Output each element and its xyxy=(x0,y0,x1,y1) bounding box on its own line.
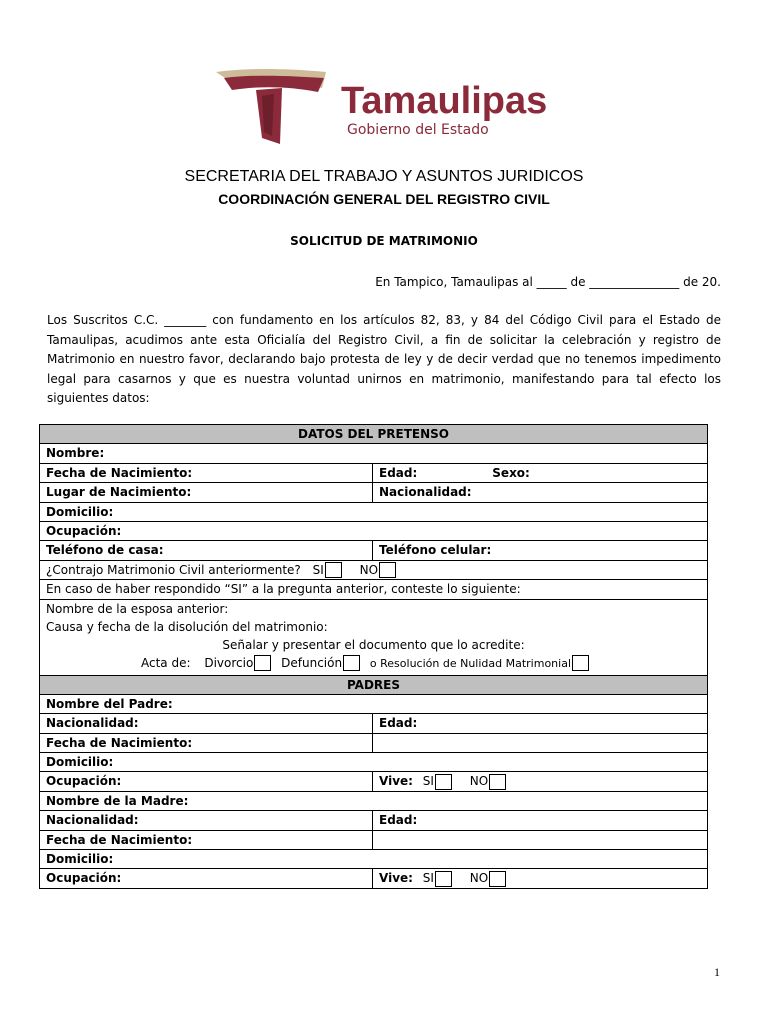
field-telefono-casa[interactable]: Teléfono de casa: xyxy=(40,541,373,560)
section-title: DATOS DEL PRETENSO xyxy=(40,425,708,444)
sexo-label: Sexo: xyxy=(492,465,530,480)
si-label: SI xyxy=(422,774,434,789)
field-madre-domicilio[interactable]: Domicilio: xyxy=(40,850,708,869)
field-causa-disolucion[interactable]: Causa y fecha de la disolución del matrimonio: xyxy=(46,619,328,634)
row-ocupacion xyxy=(40,521,708,540)
intro-paragraph: Los Suscritos C.C. _______ con fundamento en los artículos 82, 83, y 84 del Código Civil para el Estado de Tamaulipas, acudimos ante esta Oficialía del Registro Civil, a fin de solicitar la celebración y registro de Matrimonio en nuestro favor, declarando bajo protesta de ley y de decir verdad que no tenemos impedimento legal para casarnos y que es nuestra voluntad unirnos en matrimonio, manifestando para tal efecto los siguientes datos: xyxy=(47,313,721,405)
section-title-padres: PADRES xyxy=(40,675,708,694)
page-number: 1 xyxy=(714,965,720,979)
field-padre-edad[interactable]: Edad: xyxy=(373,714,708,733)
field-lugar-nacimiento[interactable]: Lugar de Nacimiento: xyxy=(40,483,373,502)
si-label: SI xyxy=(312,562,324,577)
padre-vive-si-checkbox[interactable] xyxy=(435,774,452,790)
row-nombre-padre xyxy=(40,694,708,713)
field-nacionalidad[interactable]: Nacionalidad: xyxy=(373,483,708,502)
field-ocupacion[interactable]: Ocupación: xyxy=(40,521,708,540)
field-telefono-celular[interactable]: Teléfono celular: xyxy=(373,541,708,560)
field-padre-nacionalidad[interactable]: Nacionalidad: xyxy=(40,714,373,733)
no-label: NO xyxy=(359,562,379,577)
row-madre-ocupacion xyxy=(40,869,708,888)
resolucion-checkbox[interactable] xyxy=(572,655,589,671)
logo-subtitle: Gobierno del Estado xyxy=(347,122,489,138)
field-padre-fecha-nacimiento[interactable]: Fecha de Nacimiento: xyxy=(40,733,373,752)
row-lugar-nacimiento xyxy=(40,483,708,502)
field-madre-vive xyxy=(373,869,708,888)
logo-name: Tamaulipas xyxy=(341,80,548,122)
place-date-line: En Tampico, Tamaulipas al _____ de _______________ de 20. xyxy=(375,275,721,289)
field-esposa-anterior[interactable]: Nombre de la esposa anterior: xyxy=(46,601,229,616)
contrajo-si-checkbox[interactable] xyxy=(325,562,342,578)
field-nombre-madre[interactable]: Nombre de la Madre: xyxy=(40,791,708,810)
department-title: COORDINACIÓN GENERAL DEL REGISTRO CIVIL xyxy=(218,191,550,207)
defuncion-label: Defunción xyxy=(281,655,343,670)
field-madre-ocupacion[interactable]: Ocupación: xyxy=(40,869,373,888)
row-en-caso xyxy=(40,580,708,599)
document-title: SOLICITUD DE MATRIMONIO xyxy=(290,234,478,248)
defuncion-checkbox[interactable] xyxy=(343,655,360,671)
ministry-title: SECRETARIA DEL TRABAJO Y ASUNTOS JURIDICOS xyxy=(184,168,584,185)
section-header-padres xyxy=(40,675,708,694)
row-padre-nacionalidad xyxy=(40,714,708,733)
logo-mark-icon xyxy=(214,66,329,146)
row-contrajo-matrimonio xyxy=(40,560,708,579)
field-padre-ocupacion[interactable]: Ocupación: xyxy=(40,772,373,791)
section-header-pretenso xyxy=(40,425,708,444)
resolucion-label: o Resolución de Nulidad Matrimonial xyxy=(369,656,571,670)
row-padre-domicilio xyxy=(40,753,708,772)
acta-de-label: Acta de: xyxy=(141,655,191,670)
field-fecha-nacimiento[interactable]: Fecha de Nacimiento: xyxy=(40,463,373,482)
row-nombre-madre xyxy=(40,791,708,810)
row-fecha-nacimiento xyxy=(40,463,708,482)
acta-options xyxy=(46,654,701,673)
madre-vive-si-checkbox[interactable] xyxy=(435,871,452,887)
padre-vive-no-checkbox[interactable] xyxy=(489,774,506,790)
row-domicilio xyxy=(40,502,708,521)
field-padre-vive xyxy=(373,772,708,791)
en-caso-text: En caso de haber respondido “SI” a la pregunta anterior, conteste lo siguiente: xyxy=(40,580,708,599)
row-nombre xyxy=(40,444,708,463)
vive-label: Vive: xyxy=(379,871,413,886)
row-madre-nacionalidad xyxy=(40,811,708,830)
senalar-text: Señalar y presentar el documento que lo acredite: xyxy=(222,637,525,652)
row-padre-ocupacion xyxy=(40,772,708,791)
row-madre-domicilio xyxy=(40,850,708,869)
madre-vive-no-checkbox[interactable] xyxy=(489,871,506,887)
divorcio-label: Divorcio xyxy=(204,655,254,670)
row-telefonos xyxy=(40,541,708,560)
row-madre-fecha-nacimiento xyxy=(40,830,708,849)
field-edad-sexo[interactable] xyxy=(373,463,708,482)
field-padre-fecha-nacimiento-value[interactable] xyxy=(373,733,708,752)
si-label: SI xyxy=(422,871,434,886)
application-form-table xyxy=(39,424,708,889)
field-padre-domicilio[interactable]: Domicilio: xyxy=(40,753,708,772)
field-madre-edad[interactable]: Edad: xyxy=(373,811,708,830)
field-madre-fecha-nacimiento[interactable]: Fecha de Nacimiento: xyxy=(40,830,373,849)
tamaulipas-logo xyxy=(214,66,574,146)
row-padre-fecha-nacimiento xyxy=(40,733,708,752)
contrajo-no-checkbox[interactable] xyxy=(379,562,396,578)
no-label: NO xyxy=(469,871,489,886)
contrajo-label: ¿Contrajo Matrimonio Civil anteriormente? xyxy=(46,562,301,577)
row-esposa-anterior xyxy=(40,599,708,675)
field-madre-nacionalidad[interactable]: Nacionalidad: xyxy=(40,811,373,830)
field-contrajo xyxy=(40,560,708,579)
field-domicilio[interactable]: Domicilio: xyxy=(40,502,708,521)
field-nombre-padre[interactable]: Nombre del Padre: xyxy=(40,694,708,713)
field-nombre[interactable]: Nombre: xyxy=(40,444,708,463)
esposa-anterior-block xyxy=(40,599,708,675)
edad-label: Edad: xyxy=(379,465,418,480)
field-madre-fecha-nacimiento-value[interactable] xyxy=(373,830,708,849)
divorcio-checkbox[interactable] xyxy=(254,655,271,671)
no-label: NO xyxy=(469,774,489,789)
vive-label: Vive: xyxy=(379,774,413,789)
